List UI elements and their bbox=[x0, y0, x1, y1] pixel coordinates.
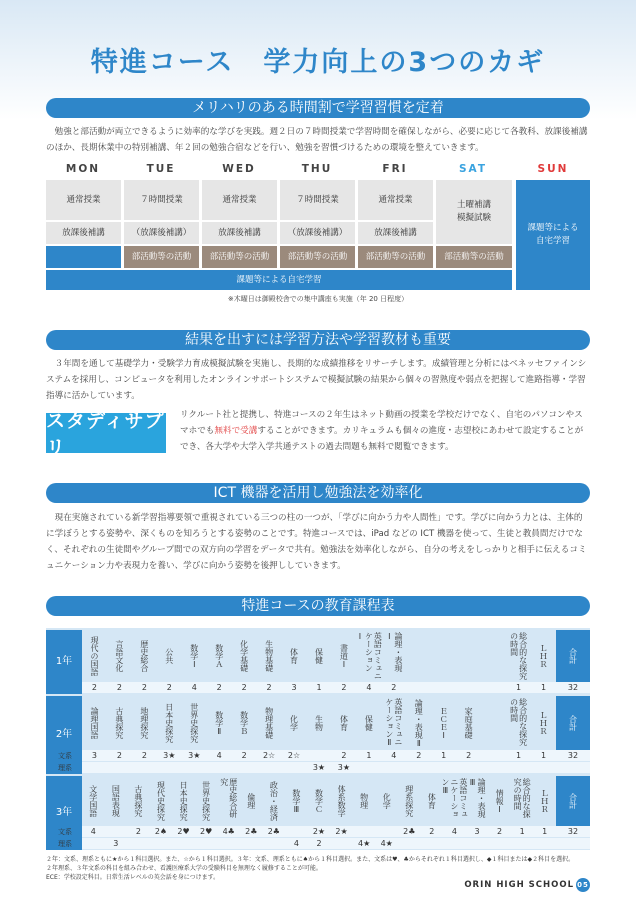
year1-subject bbox=[406, 632, 431, 680]
year3-subject: 政治・経済 bbox=[269, 781, 279, 821]
year2-credit: 2☆ bbox=[262, 751, 276, 760]
year2-credit: 3★ bbox=[188, 751, 201, 760]
studysapuri-text-2: することができます。カリキュラムも個々の進度・志望校にあわせて設定することができ、各大学や大学入学共通テストの過去問題も無料で閲覧できます。 bbox=[180, 426, 584, 452]
year2-credit: 2 bbox=[416, 751, 422, 760]
year3-credit: 2★ bbox=[312, 827, 326, 836]
tue-club: 部活動等の活動 bbox=[124, 246, 199, 268]
year2-subject: 日本史探究 bbox=[164, 703, 174, 743]
year2-subject: 生物 bbox=[314, 715, 324, 731]
year2-credit: 1 bbox=[540, 751, 547, 760]
year3-subject: 現代史探究 bbox=[156, 781, 166, 821]
year3-credit: 2 bbox=[135, 827, 141, 836]
year3-credit: 2 bbox=[429, 827, 435, 836]
year3-subject: 総合的な探究の時間 bbox=[513, 778, 532, 818]
year1-credit: 2 bbox=[241, 683, 247, 692]
year3-subject: 文学国語 bbox=[88, 785, 98, 817]
year1-subject bbox=[481, 632, 506, 680]
year3-subject: 論理・表現Ⅲ bbox=[467, 778, 486, 818]
year1-credit: 2 bbox=[266, 683, 272, 692]
tue-after: （放課後補講） bbox=[124, 222, 199, 244]
year1-subject: ＬＨＲ bbox=[539, 644, 549, 668]
year1-subject: 書道Ⅰ bbox=[339, 643, 349, 669]
year1-credit: 2 bbox=[116, 683, 122, 692]
week-home-study: 課題等による自宅学習 bbox=[46, 270, 512, 290]
year3-subject: 物理 bbox=[359, 793, 369, 809]
year1-subject: 化学基礎 bbox=[239, 640, 249, 672]
year3-subject: 体系数学 bbox=[337, 785, 347, 817]
year2-subject: 家庭基礎 bbox=[464, 707, 474, 739]
thu-class: ７時間授業 bbox=[280, 180, 355, 220]
year3-credit: 1 bbox=[519, 827, 525, 836]
day-sat: SAT bbox=[458, 163, 488, 175]
year1-subject: 歴史総合 bbox=[139, 640, 149, 672]
free-highlight: 無料で受講 bbox=[214, 426, 258, 436]
year3-subject: 体育 bbox=[427, 793, 437, 809]
year1-credit: 3 bbox=[291, 683, 297, 692]
year3-credit: 2♣ bbox=[403, 827, 416, 836]
studysapuri-text-1: リクルート社と提携し、特進コースの２年生はネット動画の授業を学校だけでなく、自宅のパソコンやスマホでも bbox=[180, 410, 583, 436]
section-heading-method: 結果を出すには学習方法や学習教材も重要 bbox=[46, 330, 590, 350]
year3-credit: 2♥ bbox=[199, 827, 213, 836]
year1-label: 1年 bbox=[46, 630, 82, 694]
fri-after: 放課後補講 bbox=[358, 222, 433, 244]
year2-credit: 3★ bbox=[337, 763, 351, 772]
year3-subject: 化学 bbox=[382, 793, 392, 809]
year2-credit: 3★ bbox=[163, 751, 176, 760]
year2-label: 2年 bbox=[46, 696, 82, 774]
year2-credit: 3★ bbox=[312, 763, 326, 772]
year1-credit: 4 bbox=[191, 683, 197, 692]
year1-total-label: 合計 bbox=[556, 630, 590, 682]
year2-subject: 化学 bbox=[289, 715, 299, 731]
year1-subject: 生物基礎 bbox=[264, 640, 274, 672]
year2-credit: 2 bbox=[141, 751, 147, 760]
year3-credit: 2♥ bbox=[177, 827, 190, 836]
sun-home-study: 課題等による 自宅学習 bbox=[516, 180, 590, 290]
year2-credit: 1 bbox=[441, 751, 447, 760]
year3-credit: 4♣ bbox=[222, 827, 235, 836]
year3-credit: 4 bbox=[451, 827, 457, 836]
year2-credit: 2 bbox=[341, 751, 347, 760]
page-number: 05 bbox=[576, 878, 590, 892]
sat-class: 土曜補講 模擬試験 bbox=[436, 180, 512, 244]
year1-credit: 1 bbox=[516, 683, 522, 692]
year2-total: 32 bbox=[567, 751, 579, 760]
thu-club: 部活動等の活動 bbox=[280, 246, 355, 268]
year2-subject: 世界史探究 bbox=[189, 703, 199, 743]
section-heading-curriculum: 特進コースの教育課程表 bbox=[46, 596, 590, 616]
year2-subject: 物理基礎 bbox=[264, 707, 274, 739]
year1-total: 32 bbox=[567, 683, 579, 692]
year1-subject: 言語文化 bbox=[114, 640, 124, 672]
year2-subject: 数学Ⅱ bbox=[214, 710, 224, 736]
year2-credit: 1 bbox=[516, 751, 522, 760]
year3-credit: 4 bbox=[90, 827, 96, 836]
year1-subject bbox=[456, 632, 481, 680]
day-sun: SUN bbox=[537, 163, 569, 175]
year2-subject: 数学Ｂ bbox=[239, 711, 249, 735]
year2-subject: ＬＨＲ bbox=[539, 711, 549, 735]
year3-credit: 2♠ bbox=[154, 827, 168, 836]
year2-total-label: 合計 bbox=[556, 696, 590, 750]
year2-subject: 論理・表現Ⅱ bbox=[414, 698, 424, 748]
year3-credit: 4★ bbox=[357, 839, 371, 848]
section-heading-schedule: メリハリのある時間割で学習習慣を定着 bbox=[46, 98, 590, 118]
year3-subject: ＬＨＲ bbox=[540, 789, 550, 813]
year1-subject: 保健 bbox=[314, 648, 324, 664]
year2-credit: 2☆ bbox=[287, 751, 301, 760]
year2-credit: 2 bbox=[466, 751, 472, 760]
day-wed: WED bbox=[222, 163, 256, 175]
year2-subject: 論理国語 bbox=[89, 707, 99, 739]
year2-subject: 体育 bbox=[339, 715, 349, 731]
year3-credit: 1 bbox=[542, 827, 548, 836]
year1-credit: 2 bbox=[341, 683, 347, 692]
year3-subject: 数学Ｃ bbox=[314, 789, 324, 813]
year3-credit: 3 bbox=[474, 827, 480, 836]
footer bbox=[464, 878, 590, 892]
day-tue: TUE bbox=[146, 163, 176, 175]
year3-subject: 英語コミュニケーションⅢ bbox=[440, 778, 468, 818]
wed-after: 放課後補講 bbox=[202, 222, 277, 244]
method-intro: ３年間を通して基礎学力・受験学力育成模擬試験を実施し、長期的な成績推移をリサーチします。成績管理と分析にはベネッセファインシステムを採用し、コンピュータを利用したオンラインサポートシステムで模擬試験の結果から個々の習熟度や弱点を把握して進路指導・学習指導に活かしています。 bbox=[46, 359, 587, 401]
year1-credit: 1 bbox=[540, 683, 547, 692]
year3-subject: 情報Ⅰ bbox=[495, 788, 505, 814]
year2-credit: 2 bbox=[241, 751, 247, 760]
tue-class: ７時間授業 bbox=[124, 180, 199, 220]
fri-club: 部活動等の活動 bbox=[358, 246, 433, 268]
wed-club: 部活動等の活動 bbox=[202, 246, 277, 268]
studysapuri-logo: スタディサプリ bbox=[46, 410, 165, 459]
year2-subject: ＥＣＥⅠ bbox=[439, 706, 449, 740]
year3-row-label: 理系 bbox=[58, 840, 72, 848]
year1-subject: 数学Ⅰ bbox=[189, 643, 199, 669]
year2-credit: 2 bbox=[116, 751, 122, 760]
year3-credit: 2♣ bbox=[245, 827, 258, 836]
year2-credit: 3 bbox=[91, 751, 98, 760]
year2-row-label: 理系 bbox=[58, 764, 72, 772]
year3-credit: 4 bbox=[293, 839, 299, 848]
year2-subject: 古典探究 bbox=[114, 707, 124, 739]
thu-after: （放課後補講） bbox=[280, 222, 355, 244]
fri-class: 通常授業 bbox=[358, 180, 433, 220]
year2-subject bbox=[481, 698, 506, 748]
year1-credit: 4 bbox=[366, 683, 372, 692]
year3-credit: 2♣ bbox=[267, 827, 280, 836]
year1-credit: 1 bbox=[316, 683, 322, 692]
year3-credit: 3 bbox=[113, 839, 119, 848]
year3-subject: 国語表現 bbox=[111, 785, 121, 817]
schedule-note: ※木曜日は御殿校舎での集中講座も実施（年 20 日程度） bbox=[227, 295, 409, 303]
year2-credit: 1 bbox=[366, 751, 372, 760]
year2-subject: 総合的な探究の時間 bbox=[509, 698, 528, 746]
year2-subject: 英語コミュニケーションⅡ bbox=[384, 698, 403, 747]
page-title: 特進コース 学力向上の3つのカギ bbox=[90, 47, 546, 78]
year1-credit: 2 bbox=[216, 683, 222, 692]
year1-subject: 数学Ａ bbox=[214, 644, 224, 668]
year2-credit: 4 bbox=[216, 751, 222, 760]
year3-total: 32 bbox=[567, 827, 579, 836]
sat-club: 部活動等の活動 bbox=[436, 246, 512, 268]
year3-total-label: 合計 bbox=[556, 776, 590, 826]
year1-subject: 現代の国語 bbox=[89, 636, 99, 676]
wed-class: 通常授業 bbox=[202, 180, 277, 220]
year1-subject bbox=[431, 632, 456, 680]
mon-after: 放課後補講 bbox=[46, 222, 121, 244]
year3-credit: 2★ bbox=[335, 827, 348, 836]
footnote-3: ECE：学校設定科目。日常生活レベルの英会話を身につけます。 bbox=[46, 874, 220, 881]
year1-subject: 公共 bbox=[164, 648, 174, 664]
year1-subject: 英語コミュニケーションⅠ bbox=[355, 632, 383, 680]
year2-row-label: 文系 bbox=[58, 752, 72, 760]
mon-empty bbox=[46, 246, 121, 268]
section-heading-ict: ICT 機器を活用し勉強法を効率化 bbox=[46, 483, 590, 503]
year2-credit: 4 bbox=[391, 751, 397, 760]
year1-credit: 2 bbox=[391, 683, 397, 692]
year3-credit: 2 bbox=[497, 827, 503, 836]
day-fri: FRI bbox=[382, 163, 408, 175]
day-mon: MON bbox=[65, 163, 101, 175]
year3-subject: 古典探究 bbox=[133, 785, 143, 817]
schedule-intro: 勉強と部活動が両立できるように効率的な学びを実践。週２日の７時間授業で学習時間を確保しながら、必要に応じて各教科、放課後補講のほか、長期休業中の特別補講、年２回の勉強合宿などを行い、勉強を習慣づけるための環境を整えていきます。 bbox=[46, 127, 588, 153]
school-name: ORIN HIGH SCHOOL bbox=[464, 880, 574, 890]
year1-subject: 総合的な探究の時間 bbox=[509, 632, 528, 680]
year3-subject: 世界史探究 bbox=[201, 781, 211, 821]
year3-credit: 2 bbox=[316, 839, 322, 848]
footnote-2: ２年理系、３年文系の科目を組み合わせ、看護医療系大学の受験科目を無理なく履修することが可能。 bbox=[46, 865, 322, 872]
year1-credit: 2 bbox=[91, 683, 98, 692]
year3-subject: 歴史総合研究 bbox=[219, 778, 238, 818]
year3-subject: 倫理 bbox=[246, 793, 256, 809]
year3-subject: 日本史探究 bbox=[179, 781, 189, 821]
year3-credit: 4★ bbox=[380, 839, 393, 848]
year1-subject: 体育 bbox=[289, 648, 299, 664]
day-thu: THU bbox=[301, 163, 333, 175]
ict-text: 現在実施されている新学習指導要領で重視されている三つの柱の一つが、「学びに向かう力や人間性」です。学びに向かう力とは、主体的に学ぼうとする姿勢や、深くものを知ろうとする姿勢のことです。特進コースでは、iPad などの ICT 機器を使って、生徒と教員間だけでなく、それぞれの生徒間やグループ間での双方向の学習をデータで共有。勉強法を効率化しながら、自分の考えをしっかりと相手に伝えるコミュニケーション力や表現力を養い、学びに向かう姿勢を後押ししていきます。 bbox=[46, 513, 587, 571]
year1-credit: 2 bbox=[141, 683, 147, 692]
year1-subject: 論理・表現Ⅰ bbox=[384, 632, 403, 672]
year3-label: 3年 bbox=[46, 776, 82, 850]
year3-num-row bbox=[82, 838, 590, 849]
year1-credit: 2 bbox=[166, 683, 172, 692]
year3-subject: 数学Ⅲ bbox=[291, 788, 301, 814]
year3-row-label: 文系 bbox=[58, 828, 72, 836]
footnote-1: ２年：文系、理系ともに★から１科目選択。また、☆から１科目選択。３年：文系、理系ともに♠から１科目選択。また、文系は♥、♣からそれぞれ１科目選択し、◆１科目または◆２科目を選択。 bbox=[46, 856, 575, 863]
year2-subject: 地理探究 bbox=[139, 707, 149, 739]
year2-subject: 保健 bbox=[364, 715, 374, 731]
year3-subject: 理系探究 bbox=[404, 785, 414, 817]
studysapuri-text bbox=[180, 407, 590, 455]
mon-class: 通常授業 bbox=[46, 180, 121, 220]
